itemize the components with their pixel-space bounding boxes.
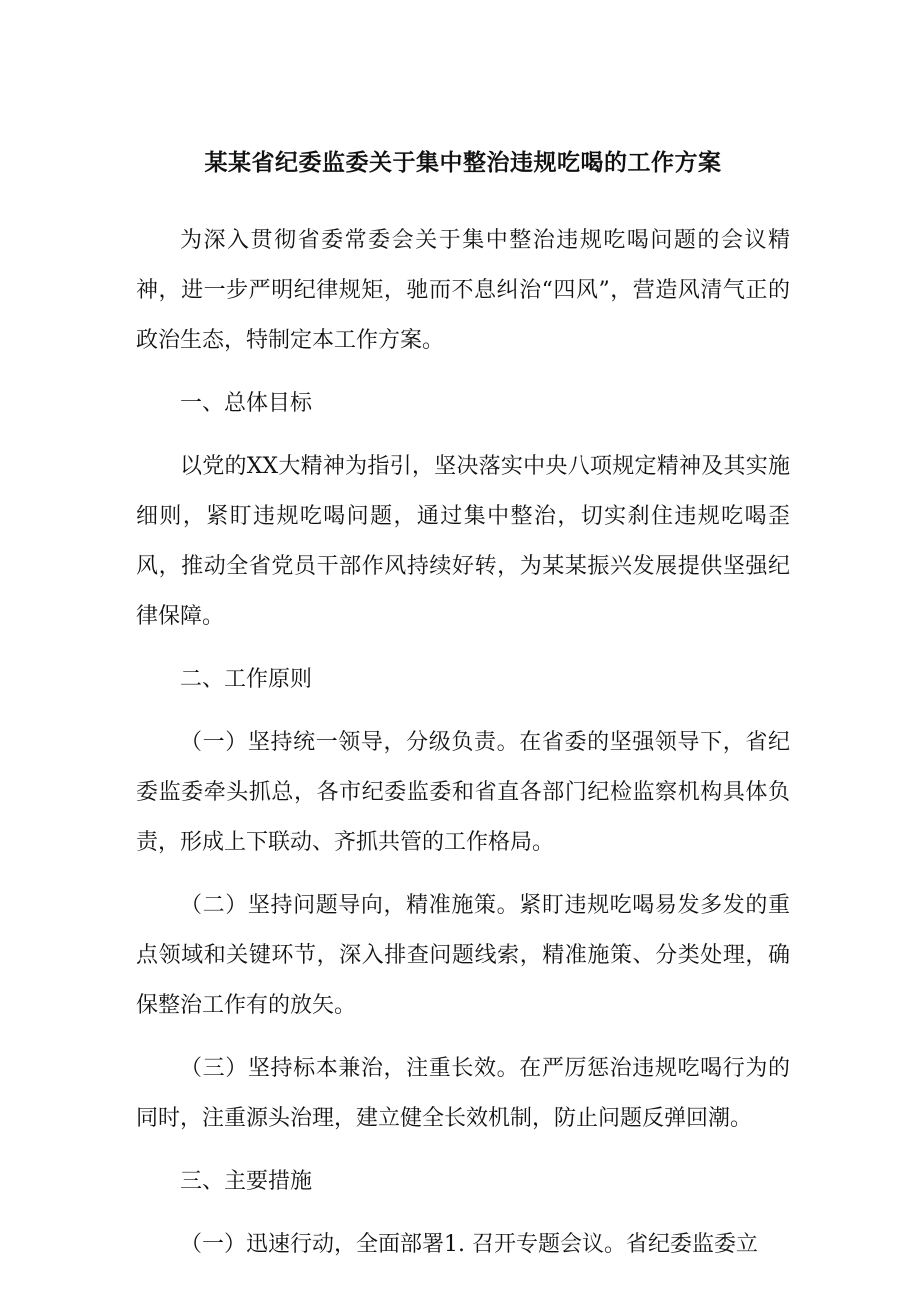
section-heading-measures: 三、主要措施 (180, 1169, 313, 1194)
section-heading-goals: 一、总体目标 (180, 391, 313, 416)
measures-paragraph-start: （一）迅速行动，全面部署1. 召开专题会议。省纪委监委立 (180, 1232, 758, 1257)
goals-paragraph: 以党的XX大精神为指引，坚决落实中央八项规定精神及其实施细则，紧盯违规吃喝问题，通过集中整治，切实刹住违规吃喝歪风，推动全省党员干部作风持续好转，为某某振兴发展提供坚强纪律保障。 (136, 454, 790, 629)
intro-paragraph: 为深入贯彻省委常委会关于集中整治违规吃喝问题的会议精神，进一步严明纪律规矩，驰而不息纠治“四风”，营造风清气正的政治生态，特制定本工作方案。 (136, 228, 790, 353)
principle-paragraph-2: （二）坚持问题导向，精准施策。紧盯违规吃喝易发多发的重点领域和关键环节，深入排查问题线索，精准施策、分类处理，确保整治工作有的放矢。 (136, 893, 790, 1018)
principle-paragraph-3: （三）坚持标本兼治，注重长效。在严厉惩治违规吃喝行为的同时，注重源头治理，建立健全长效机制，防止问题反弹回潮。 (136, 1056, 790, 1131)
section-heading-principles: 二、工作原则 (180, 667, 313, 692)
document-body (136, 216, 790, 1283)
document-title: 某某省纪委监委关于集中整治违规吃喝的工作方案 (204, 149, 722, 176)
principle-paragraph-1: （一）坚持统一领导，分级负责。在省委的坚强领导下，省纪委监委牵头抓总，各市纪委监委和省直各部门纪检监察机构具体负责，形成上下联动、齐抓共管的工作格局。 (136, 730, 790, 855)
